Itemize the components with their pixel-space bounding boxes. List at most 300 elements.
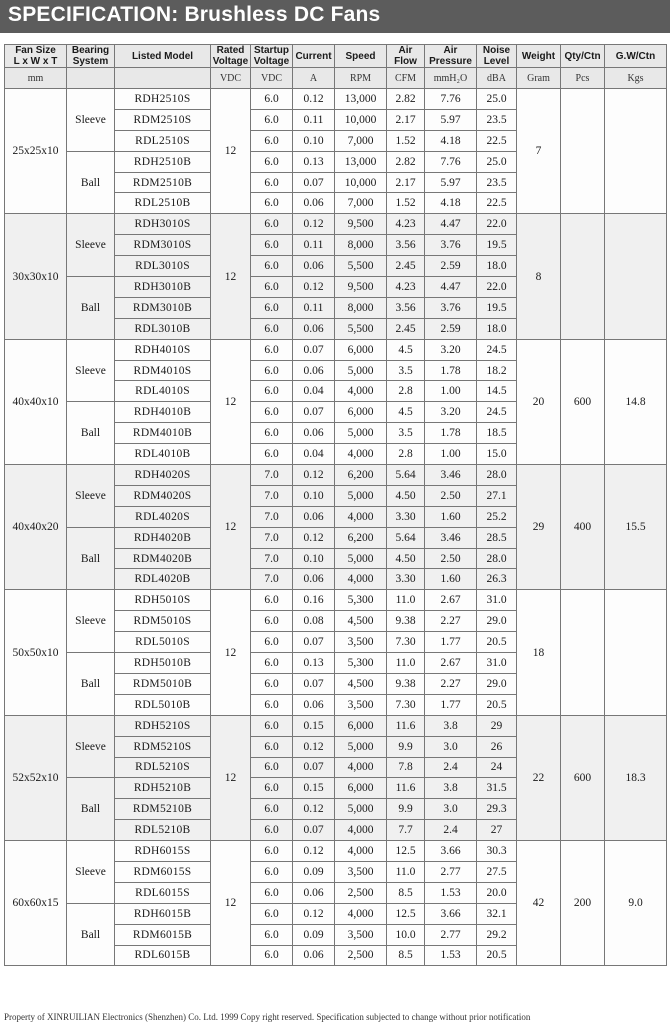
noise-level-cell: 22.5	[477, 193, 517, 214]
bearing-cell: Sleeve	[67, 89, 115, 152]
speed-cell: 5,500	[335, 318, 387, 339]
model-cell: RDM5010B	[115, 673, 211, 694]
current-cell: 0.15	[293, 715, 335, 736]
current-cell: 0.11	[293, 109, 335, 130]
air-flow-cell: 11.0	[387, 590, 425, 611]
fan-group	[5, 89, 667, 214]
current-cell: 0.04	[293, 381, 335, 402]
air-flow-cell: 11.0	[387, 861, 425, 882]
startup-voltage-cell: 6.0	[251, 736, 293, 757]
air-flow-cell: 4.5	[387, 402, 425, 423]
qty-ctn-cell: 600	[561, 715, 605, 840]
air-flow-cell: 4.5	[387, 339, 425, 360]
startup-voltage-cell: 6.0	[251, 882, 293, 903]
noise-level-cell: 26	[477, 736, 517, 757]
header-row	[5, 45, 667, 68]
speed-cell: 6,200	[335, 527, 387, 548]
header-startup-voltage	[251, 45, 293, 68]
bearing-cell: Sleeve	[67, 590, 115, 653]
startup-voltage-cell: 6.0	[251, 297, 293, 318]
model-cell: RDH6015S	[115, 841, 211, 862]
header-speed-line1: Speed	[345, 50, 376, 62]
header-bearing-system	[67, 45, 115, 68]
qty-ctn-cell: 600	[561, 339, 605, 464]
startup-voltage-cell: 7.0	[251, 548, 293, 569]
rated-voltage-cell: 12	[211, 214, 251, 339]
noise-level-cell: 31.5	[477, 778, 517, 799]
noise-level-cell: 20.5	[477, 694, 517, 715]
air-flow-cell: 3.56	[387, 297, 425, 318]
table-row	[5, 465, 667, 486]
startup-voltage-cell: 6.0	[251, 381, 293, 402]
noise-level-cell: 32.1	[477, 903, 517, 924]
unit-bearing-system	[67, 68, 115, 89]
air-flow-cell: 7.7	[387, 820, 425, 841]
startup-voltage-cell: 6.0	[251, 694, 293, 715]
weight-cell: 22	[517, 715, 561, 840]
noise-level-cell: 22.0	[477, 214, 517, 235]
qty-ctn-cell	[561, 214, 605, 339]
startup-voltage-cell: 6.0	[251, 214, 293, 235]
fan-size-cell: 40x40x10	[5, 339, 67, 464]
current-cell: 0.07	[293, 673, 335, 694]
current-cell: 0.06	[293, 506, 335, 527]
bearing-cell: Ball	[67, 151, 115, 214]
air-flow-cell: 3.5	[387, 423, 425, 444]
rated-voltage-cell: 12	[211, 715, 251, 840]
air-flow-cell: 1.52	[387, 193, 425, 214]
model-cell: RDL3010B	[115, 318, 211, 339]
speed-cell: 7,000	[335, 130, 387, 151]
speed-cell: 5,000	[335, 548, 387, 569]
unit-speed: RPM	[335, 68, 387, 89]
current-cell: 0.12	[293, 277, 335, 298]
startup-voltage-cell: 6.0	[251, 673, 293, 694]
air-pressure-cell: 3.66	[425, 903, 477, 924]
air-flow-cell: 4.50	[387, 485, 425, 506]
fan-size-cell: 25x25x10	[5, 89, 67, 214]
unit-gw-ctn: Kgs	[605, 68, 667, 89]
speed-cell: 4,000	[335, 757, 387, 778]
weight-cell: 29	[517, 465, 561, 590]
speed-cell: 5,000	[335, 799, 387, 820]
noise-level-cell: 20.5	[477, 945, 517, 966]
current-cell: 0.12	[293, 214, 335, 235]
header-air-pressure-line2: Pressure	[429, 56, 472, 67]
air-pressure-cell: 1.77	[425, 694, 477, 715]
rated-voltage-cell: 12	[211, 89, 251, 214]
header-bearing-system-line1: Bearing	[71, 45, 110, 56]
fan-group	[5, 715, 667, 840]
header-air-flow	[387, 45, 425, 68]
air-pressure-cell: 2.4	[425, 820, 477, 841]
speed-cell: 4,000	[335, 569, 387, 590]
noise-level-cell: 28.0	[477, 465, 517, 486]
air-pressure-cell: 3.66	[425, 841, 477, 862]
startup-voltage-cell: 6.0	[251, 924, 293, 945]
speed-cell: 5,000	[335, 423, 387, 444]
startup-voltage-cell: 6.0	[251, 903, 293, 924]
current-cell: 0.04	[293, 444, 335, 465]
air-pressure-cell: 2.27	[425, 611, 477, 632]
bearing-cell: Sleeve	[67, 841, 115, 904]
air-pressure-cell: 3.76	[425, 297, 477, 318]
noise-level-cell: 14.5	[477, 381, 517, 402]
table-row	[5, 715, 667, 736]
startup-voltage-cell: 6.0	[251, 423, 293, 444]
startup-voltage-cell: 6.0	[251, 151, 293, 172]
startup-voltage-cell: 6.0	[251, 339, 293, 360]
air-flow-cell: 12.5	[387, 903, 425, 924]
air-flow-cell: 9.9	[387, 799, 425, 820]
speed-cell: 5,300	[335, 653, 387, 674]
startup-voltage-cell: 6.0	[251, 109, 293, 130]
model-cell: RDH5210S	[115, 715, 211, 736]
current-cell: 0.06	[293, 423, 335, 444]
air-pressure-cell: 1.78	[425, 423, 477, 444]
startup-voltage-cell: 6.0	[251, 256, 293, 277]
model-cell: RDM5210S	[115, 736, 211, 757]
current-cell: 0.06	[293, 256, 335, 277]
air-flow-cell: 11.6	[387, 715, 425, 736]
spec-table	[4, 44, 667, 966]
bearing-cell: Ball	[67, 778, 115, 841]
current-cell: 0.13	[293, 151, 335, 172]
noise-level-cell: 18.5	[477, 423, 517, 444]
current-cell: 0.12	[293, 903, 335, 924]
header-weight-line1: Weight	[521, 50, 556, 62]
fan-size-cell: 50x50x10	[5, 590, 67, 715]
startup-voltage-cell: 6.0	[251, 590, 293, 611]
speed-cell: 2,500	[335, 882, 387, 903]
header-air-flow-line1: Air	[398, 45, 413, 56]
air-pressure-cell: 2.67	[425, 653, 477, 674]
unit-current: A	[293, 68, 335, 89]
fan-size-cell: 52x52x10	[5, 715, 67, 840]
unit-startup-voltage: VDC	[251, 68, 293, 89]
header-noise-level-line1: Noise	[482, 45, 511, 56]
air-pressure-cell: 4.18	[425, 193, 477, 214]
header-qty-ctn-line1: Qty/Ctn	[564, 50, 601, 62]
startup-voltage-cell: 7.0	[251, 527, 293, 548]
header-current-line1: Current	[295, 50, 332, 62]
startup-voltage-cell: 6.0	[251, 130, 293, 151]
model-cell: RDM4010B	[115, 423, 211, 444]
air-flow-cell: 2.17	[387, 172, 425, 193]
header-rated-voltage	[211, 45, 251, 68]
model-cell: RDH3010B	[115, 277, 211, 298]
air-flow-cell: 3.5	[387, 360, 425, 381]
bearing-cell: Sleeve	[67, 339, 115, 402]
current-cell: 0.15	[293, 778, 335, 799]
table-row	[5, 214, 667, 235]
gw-ctn-cell: 18.3	[605, 715, 667, 840]
speed-cell: 5,000	[335, 360, 387, 381]
model-cell: RDH5210B	[115, 778, 211, 799]
speed-cell: 5,000	[335, 485, 387, 506]
startup-voltage-cell: 6.0	[251, 402, 293, 423]
noise-level-cell: 26.3	[477, 569, 517, 590]
noise-level-cell: 20.5	[477, 632, 517, 653]
speed-cell: 13,000	[335, 151, 387, 172]
air-flow-cell: 9.9	[387, 736, 425, 757]
current-cell: 0.10	[293, 485, 335, 506]
startup-voltage-cell: 6.0	[251, 820, 293, 841]
header-air-pressure-line1: Air	[443, 45, 458, 56]
startup-voltage-cell: 6.0	[251, 277, 293, 298]
current-cell: 0.12	[293, 841, 335, 862]
startup-voltage-cell: 6.0	[251, 89, 293, 110]
air-flow-cell: 8.5	[387, 945, 425, 966]
model-cell: RDM5210B	[115, 799, 211, 820]
model-cell: RDM4010S	[115, 360, 211, 381]
bearing-cell: Sleeve	[67, 465, 115, 528]
header-gw-ctn	[605, 45, 667, 68]
weight-cell: 42	[517, 841, 561, 966]
noise-level-cell: 23.5	[477, 172, 517, 193]
model-cell: RDL6015S	[115, 882, 211, 903]
current-cell: 0.06	[293, 882, 335, 903]
speed-cell: 10,000	[335, 172, 387, 193]
fan-group	[5, 339, 667, 464]
air-flow-cell: 1.52	[387, 130, 425, 151]
noise-level-cell: 18.0	[477, 318, 517, 339]
model-cell: RDL4020S	[115, 506, 211, 527]
air-flow-cell: 8.5	[387, 882, 425, 903]
air-pressure-cell: 4.47	[425, 214, 477, 235]
air-flow-cell: 9.38	[387, 673, 425, 694]
speed-cell: 8,000	[335, 297, 387, 318]
air-pressure-cell: 5.97	[425, 172, 477, 193]
bearing-cell: Ball	[67, 277, 115, 340]
current-cell: 0.12	[293, 736, 335, 757]
header-speed	[335, 45, 387, 68]
speed-cell: 6,000	[335, 402, 387, 423]
header-qty-ctn	[561, 45, 605, 68]
header-gw-ctn-line1: G.W/Ctn	[615, 50, 656, 62]
air-flow-cell: 2.45	[387, 256, 425, 277]
startup-voltage-cell: 6.0	[251, 193, 293, 214]
current-cell: 0.13	[293, 653, 335, 674]
unit-noise-level: dBA	[477, 68, 517, 89]
air-pressure-cell: 3.20	[425, 339, 477, 360]
speed-cell: 6,000	[335, 715, 387, 736]
model-cell: RDH6015B	[115, 903, 211, 924]
header-startup-voltage-line1: Startup	[254, 45, 289, 56]
air-pressure-cell: 3.8	[425, 778, 477, 799]
unit-air-flow: CFM	[387, 68, 425, 89]
startup-voltage-cell: 7.0	[251, 506, 293, 527]
bearing-cell: Sleeve	[67, 715, 115, 778]
air-flow-cell: 2.8	[387, 381, 425, 402]
header-fan-size-line2: L x W x T	[13, 56, 58, 67]
model-cell: RDL4010B	[115, 444, 211, 465]
qty-ctn-cell: 400	[561, 465, 605, 590]
model-cell: RDH4010S	[115, 339, 211, 360]
startup-voltage-cell: 6.0	[251, 653, 293, 674]
air-flow-cell: 4.23	[387, 214, 425, 235]
startup-voltage-cell: 6.0	[251, 235, 293, 256]
fan-group	[5, 214, 667, 339]
noise-level-cell: 22.0	[477, 277, 517, 298]
header-air-flow-line2: Flow	[394, 56, 417, 67]
current-cell: 0.07	[293, 402, 335, 423]
air-pressure-cell: 7.76	[425, 89, 477, 110]
air-flow-cell: 7.8	[387, 757, 425, 778]
qty-ctn-cell	[561, 89, 605, 214]
air-pressure-cell: 2.4	[425, 757, 477, 778]
startup-voltage-cell: 6.0	[251, 318, 293, 339]
header-weight	[517, 45, 561, 68]
startup-voltage-cell: 6.0	[251, 841, 293, 862]
noise-level-cell: 18.2	[477, 360, 517, 381]
fan-size-cell: 30x30x10	[5, 214, 67, 339]
table-row	[5, 590, 667, 611]
noise-level-cell: 19.5	[477, 235, 517, 256]
current-cell: 0.07	[293, 172, 335, 193]
fan-size-cell: 40x40x20	[5, 465, 67, 590]
unit-air-pressure: mmH₂O	[425, 68, 477, 89]
current-cell: 0.06	[293, 694, 335, 715]
model-cell: RDL6015B	[115, 945, 211, 966]
air-flow-cell: 3.30	[387, 569, 425, 590]
speed-cell: 9,500	[335, 277, 387, 298]
air-flow-cell: 3.30	[387, 506, 425, 527]
current-cell: 0.09	[293, 861, 335, 882]
current-cell: 0.07	[293, 757, 335, 778]
air-pressure-cell: 2.59	[425, 318, 477, 339]
air-pressure-cell: 7.76	[425, 151, 477, 172]
model-cell: RDM4020S	[115, 485, 211, 506]
noise-level-cell: 20.0	[477, 882, 517, 903]
header-listed-model-line2: Listed Model	[131, 50, 194, 62]
model-cell: RDL5210B	[115, 820, 211, 841]
speed-cell: 6,000	[335, 339, 387, 360]
bearing-cell: Ball	[67, 527, 115, 590]
air-flow-cell: 2.82	[387, 89, 425, 110]
noise-level-cell: 25.0	[477, 151, 517, 172]
current-cell: 0.12	[293, 799, 335, 820]
noise-level-cell: 28.0	[477, 548, 517, 569]
model-cell: RDL4020B	[115, 569, 211, 590]
gw-ctn-cell: 14.8	[605, 339, 667, 464]
noise-level-cell: 29.0	[477, 611, 517, 632]
current-cell: 0.06	[293, 318, 335, 339]
air-pressure-cell: 2.59	[425, 256, 477, 277]
model-cell: RDM3010B	[115, 297, 211, 318]
startup-voltage-cell: 6.0	[251, 799, 293, 820]
air-pressure-cell: 1.53	[425, 882, 477, 903]
noise-level-cell: 27.5	[477, 861, 517, 882]
noise-level-cell: 29.0	[477, 673, 517, 694]
air-flow-cell: 2.82	[387, 151, 425, 172]
rated-voltage-cell: 12	[211, 339, 251, 464]
noise-level-cell: 25.0	[477, 89, 517, 110]
current-cell: 0.16	[293, 590, 335, 611]
model-cell: RDH4010B	[115, 402, 211, 423]
gw-ctn-cell: 9.0	[605, 841, 667, 966]
model-cell: RDM5010S	[115, 611, 211, 632]
air-pressure-cell: 2.77	[425, 861, 477, 882]
current-cell: 0.11	[293, 297, 335, 318]
noise-level-cell: 28.5	[477, 527, 517, 548]
air-pressure-cell: 2.27	[425, 673, 477, 694]
rated-voltage-cell: 12	[211, 590, 251, 715]
model-cell: RDL4010S	[115, 381, 211, 402]
model-cell: RDH2510B	[115, 151, 211, 172]
noise-level-cell: 18.0	[477, 256, 517, 277]
speed-cell: 4,500	[335, 673, 387, 694]
startup-voltage-cell: 6.0	[251, 611, 293, 632]
air-flow-cell: 5.64	[387, 527, 425, 548]
speed-cell: 2,500	[335, 945, 387, 966]
model-cell: RDL2510S	[115, 130, 211, 151]
speed-cell: 5,500	[335, 256, 387, 277]
bearing-cell: Ball	[67, 402, 115, 465]
header-noise-level	[477, 45, 517, 68]
speed-cell: 4,000	[335, 841, 387, 862]
model-cell: RDH5010S	[115, 590, 211, 611]
air-pressure-cell: 2.50	[425, 548, 477, 569]
air-pressure-cell: 1.60	[425, 506, 477, 527]
model-cell: RDL5010B	[115, 694, 211, 715]
qty-ctn-cell: 200	[561, 841, 605, 966]
model-cell: RDM2510S	[115, 109, 211, 130]
noise-level-cell: 30.3	[477, 841, 517, 862]
air-flow-cell: 4.23	[387, 277, 425, 298]
current-cell: 0.11	[293, 235, 335, 256]
speed-cell: 3,500	[335, 924, 387, 945]
startup-voltage-cell: 6.0	[251, 632, 293, 653]
speed-cell: 5,000	[335, 736, 387, 757]
gw-ctn-cell	[605, 89, 667, 214]
air-pressure-cell: 3.20	[425, 402, 477, 423]
air-flow-cell: 2.17	[387, 109, 425, 130]
air-flow-cell: 3.56	[387, 235, 425, 256]
model-cell: RDH5010B	[115, 653, 211, 674]
startup-voltage-cell: 7.0	[251, 569, 293, 590]
air-pressure-cell: 3.76	[425, 235, 477, 256]
current-cell: 0.12	[293, 89, 335, 110]
header-fan-size	[5, 45, 67, 68]
rated-voltage-cell: 12	[211, 841, 251, 966]
air-pressure-cell: 1.60	[425, 569, 477, 590]
air-flow-cell: 7.30	[387, 694, 425, 715]
speed-cell: 3,500	[335, 632, 387, 653]
fan-group	[5, 841, 667, 966]
noise-level-cell: 25.2	[477, 506, 517, 527]
air-flow-cell: 5.64	[387, 465, 425, 486]
air-pressure-cell: 1.78	[425, 360, 477, 381]
air-pressure-cell: 1.77	[425, 632, 477, 653]
current-cell: 0.10	[293, 130, 335, 151]
table-row	[5, 841, 667, 862]
speed-cell: 4,500	[335, 611, 387, 632]
speed-cell: 4,000	[335, 444, 387, 465]
speed-cell: 4,000	[335, 506, 387, 527]
current-cell: 0.08	[293, 611, 335, 632]
noise-level-cell: 27	[477, 820, 517, 841]
current-cell: 0.06	[293, 360, 335, 381]
model-cell: RDM3010S	[115, 235, 211, 256]
current-cell: 0.07	[293, 820, 335, 841]
air-pressure-cell: 3.46	[425, 465, 477, 486]
model-cell: RDL5210S	[115, 757, 211, 778]
model-cell: RDL5010S	[115, 632, 211, 653]
model-cell: RDL2510B	[115, 193, 211, 214]
startup-voltage-cell: 7.0	[251, 465, 293, 486]
header-rated-voltage-line2: Voltage	[212, 56, 249, 67]
